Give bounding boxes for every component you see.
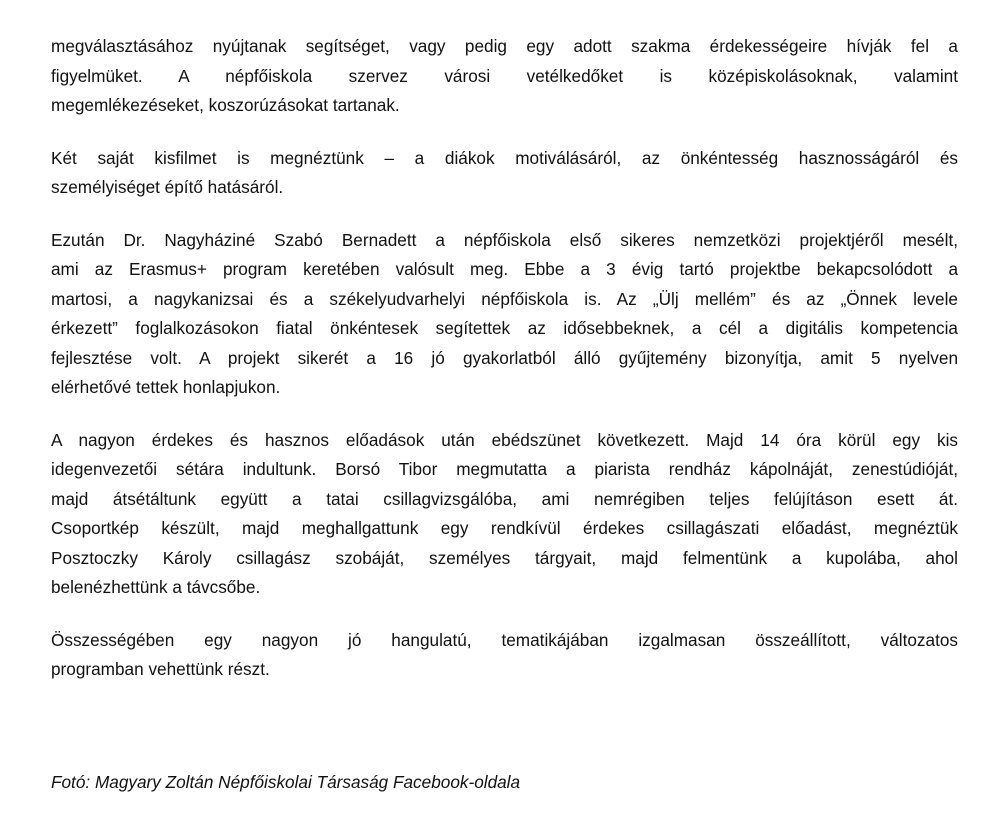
text-line: Összességében egy nagyon jó hangulatú, tematikájában izgalmasan összeállított, változatos <box>51 629 958 650</box>
paragraph-summary <box>51 626 958 685</box>
text-line: figyelmüket. A népfőiskola szervez városi vetélkedőket is középiskolásoknak, valamint <box>51 65 958 86</box>
text-line: majd átsétáltunk együtt a tatai csillagvizsgálóba, ami nemrégiben teljes felújításon esett át. <box>51 488 958 509</box>
document-body <box>51 32 958 685</box>
paragraph-erasmus-project <box>51 226 958 403</box>
text-line: érkezett” foglalkozásokon fiatal önkéntesek segítettek az idősebbeknek, a cél a digitális kompetencia <box>51 318 958 338</box>
paragraph-spacer <box>51 121 958 144</box>
paragraph-programs <box>51 32 958 121</box>
text-line: elérhetővé tettek honlapjukon. <box>51 377 281 397</box>
text-line: ami az Erasmus+ program keretében valósult meg. Ebbe a 3 évig tartó projektbe bekapcsolódott a <box>51 259 958 279</box>
text-line: személyiséget építő hatásáról. <box>51 177 284 197</box>
text-line: Posztoczky Károly csillagász szobáját, személyes tárgyait, majd felmentünk a kupolába, ahol <box>51 547 958 568</box>
paragraph-spacer <box>51 203 958 226</box>
text-line: Csoportkép készült, majd meghallgattunk egy rendkívül érdekes csillagászati előadást, megnéztük <box>51 518 958 538</box>
text-line: megemlékezéseket, koszorúzásokat tartanak. <box>51 95 400 115</box>
paragraph-spacer <box>51 403 958 426</box>
text-line: megválasztásához nyújtanak segítséget, vagy pedig egy adott szakma érdekességeire hívják fel a <box>51 36 958 56</box>
text-line: Két saját kisfilmet is megnéztünk – a diákok motiválásáról, az önkéntesség hasznosságáról és <box>51 147 958 168</box>
text-line: Ezután Dr. Nagyháziné Szabó Bernadett a népfőiskola első sikeres nemzetközi projektjéről mesélt, <box>51 229 958 250</box>
text-line: fejlesztése volt. A projekt sikerét a 16 jó gyakorlatból álló gyűjtemény bizonyítja, amit 5 nyelven <box>51 347 958 368</box>
text-line: programban vehettünk részt. <box>51 659 270 679</box>
paragraph-spacer <box>51 603 958 626</box>
paragraph-short-films <box>51 144 958 203</box>
text-line: A nagyon érdekes és hasznos előadások után ebédszünet következett. Majd 14 óra körül egy kis <box>51 429 958 450</box>
text-line: idegenvezetői sétára indultunk. Borsó Tibor megmutatta a piarista rendház kápolnáját, zenestúdióját, <box>51 459 958 479</box>
paragraph-afternoon-walk <box>51 426 958 603</box>
text-line: martosi, a nagykanizsai és a székelyudvarhelyi népfőiskola is. Az „Ülj mellém” és az „Önnek levele <box>51 288 958 309</box>
text-line: belenézhettünk a távcsőbe. <box>51 577 261 597</box>
photo-credit: Fotó: Magyary Zoltán Népfőiskolai Társaság Facebook-oldala <box>51 772 521 792</box>
